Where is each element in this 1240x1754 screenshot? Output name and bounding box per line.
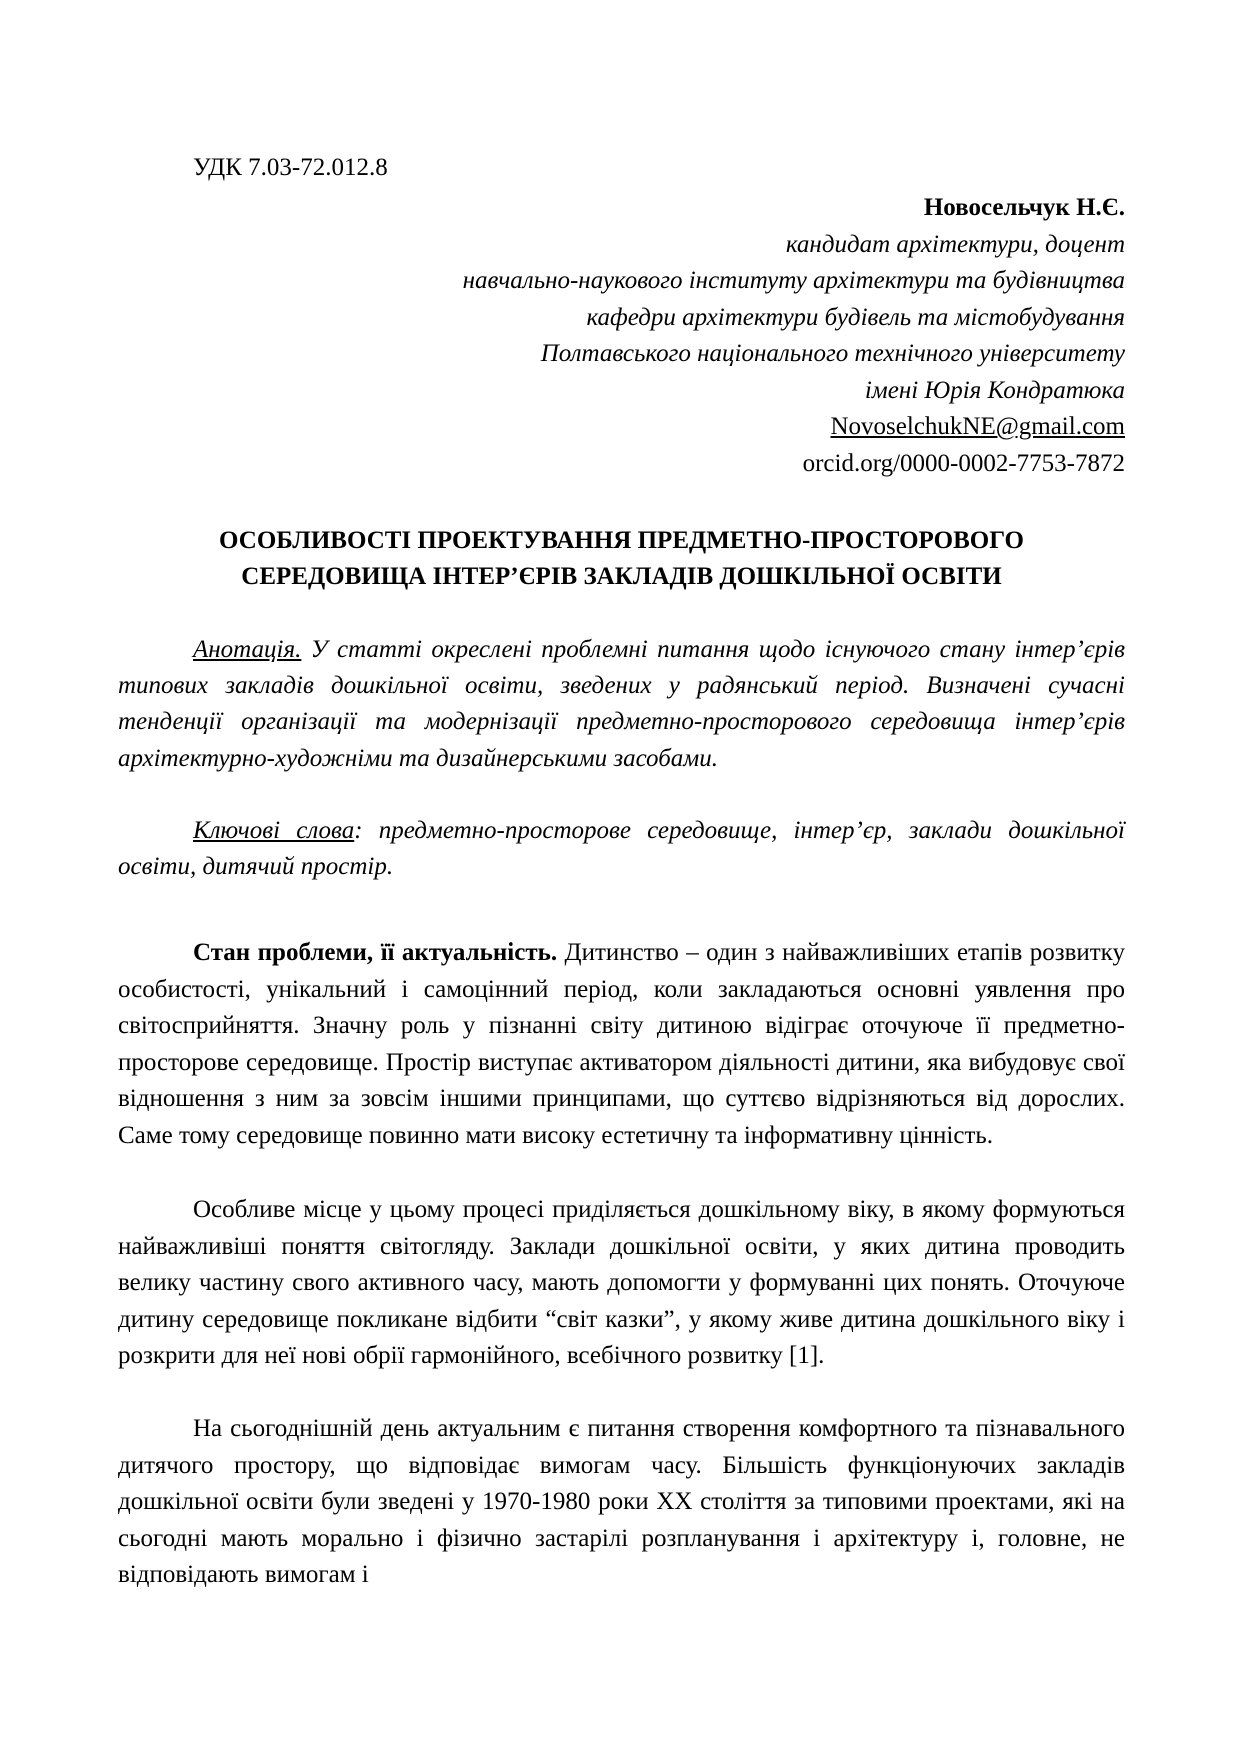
keywords-label: Ключові слова <box>193 817 355 844</box>
author-affiliation-line: Полтавського національного технічного університету <box>540 340 1125 367</box>
author-affiliation-line: навчально-наукового інституту архітектури та будівництва <box>462 267 1125 294</box>
author-affiliation-line: імені Юрія Кондратюка <box>864 376 1125 404</box>
section-heading: Стан проблеми, її актуальність. <box>193 939 558 966</box>
keywords-text: : предметно-просторове середовище, інтер’єр, заклади дошкільної освіти, дитячий простір. <box>118 817 1125 881</box>
keywords-paragraph <box>118 813 1125 885</box>
author-name: Новосельчук Н.Є. <box>923 194 1125 221</box>
author-block <box>300 190 1125 482</box>
body-paragraph-2: Особливе місце у цьому процесі приділяється дошкільному віку, в якому формуються найважливіші поняття світогляду. Заклади дошкільної освіти, у яких дитина проводить велику частину свого активного часу, мають допомогти у формуванні цих понять. Оточуюче дитину середовище покликане відбити “світ казки”, у якому живе дитина дошкільного віку і розкрити для неї нові обрії гармонійного, всебічного розвитку [1]. <box>118 1196 1125 1369</box>
abstract-paragraph <box>118 632 1125 777</box>
article-title-line: СЕРЕДОВИЩА ІНТЕР’ЄРІВ ЗАКЛАДІВ ДОШКІЛЬНОЇ ОСВІТИ <box>241 563 1002 590</box>
author-affiliation-line: кандидат архітектури, доцент <box>785 230 1125 258</box>
abstract-label: Анотація. <box>193 636 302 663</box>
abstract-text: У статті окреслені проблемні питання щодо існуючого стану інтер’єрів типових закладів дошкільної освіти, зведених у радянський період. Визначені сучасні тенденції організації та модернізації предметно-просторового середовища інтер’єрів архітектурно-художніми та дизайнерськими засобами. <box>118 636 1125 772</box>
author-email-link[interactable]: NovoselchukNE@gmail.com <box>830 413 1125 440</box>
udk-code: УДК 7.03-72.012.8 <box>193 154 388 181</box>
body-paragraph-1 <box>118 935 1125 1154</box>
author-orcid: orcid.org/0000-0002-7753-7872 <box>802 449 1125 477</box>
body-paragraph-1-text: Дитинство – один з найважливіших етапів розвитку особистості, унікальний і самоцінний період, коли закладаються основні уявлення про світосприйняття. Значну роль у пізнанні світу дитиною відіграє оточуюче її предметно-просторове середовище. Простір виступає активатором діяльності дитини, яка вибудовує свої відношення з ним за зовсім іншими принципами, що суттєво відрізняються від дорослих. Саме тому середовище повинно мати високу естетичну та інформативну цінність. <box>118 939 1125 1149</box>
body-paragraph-3: На сьогоднішній день актуальним є питання створення комфортного та пізнавального дитячого простору, що відповідає вимогам часу. Більшість функціонуючих закладів дошкільної освіти були зведені у 1970-1980 роки ХХ століття за типовими проектами, які на сьогодні мають морально і фізично застарілі розпланування і архітектуру і, головне, не відповідають вимогам і <box>118 1415 1125 1588</box>
article-title <box>118 523 1125 595</box>
author-affiliation-line: кафедри архітектури будівель та містобудування <box>586 303 1125 331</box>
article-title-line: ОСОБЛИВОСТІ ПРОЕКТУВАННЯ ПРЕДМЕТНО-ПРОСТОРОВОГО <box>219 527 1024 554</box>
